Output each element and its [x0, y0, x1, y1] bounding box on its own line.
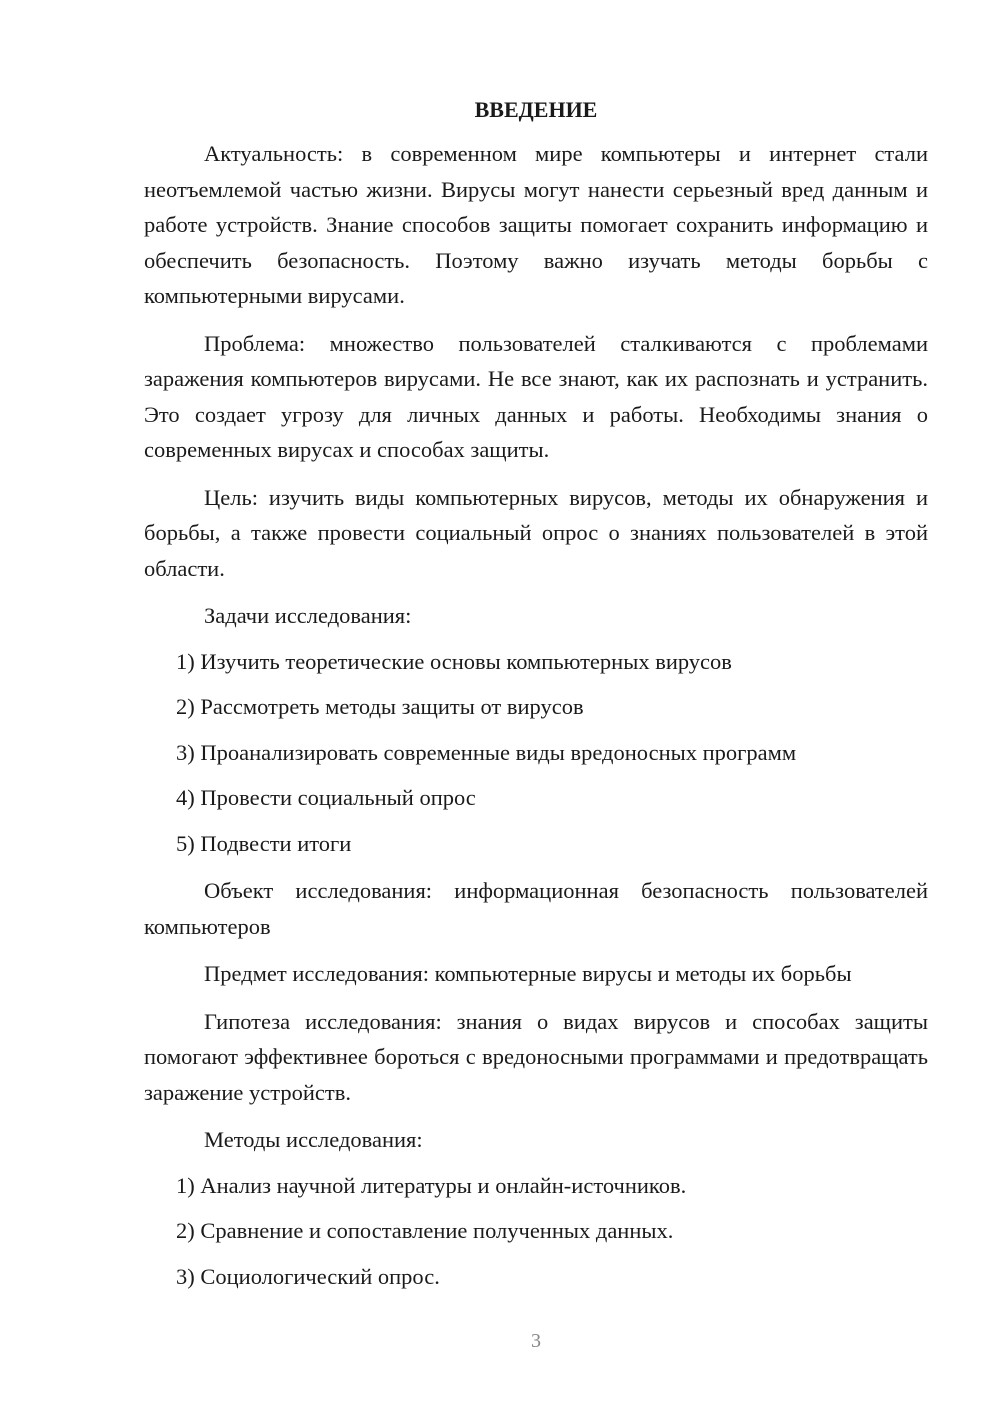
task-item-5: 5) Подвести итоги	[176, 830, 352, 856]
method-item-2: 2) Сравнение и сопоставление полученных данных.	[176, 1218, 674, 1243]
subject-paragraph: Предмет исследования: компьютерные вирусы и методы их борьбы	[204, 961, 852, 986]
section-title: ВВЕДЕНИЕ	[474, 97, 598, 122]
object-paragraph: Объект исследования: информационная безопасность пользователей компьютеров	[144, 878, 928, 939]
method-item-1: 1) Анализ научной литературы и онлайн-источников.	[176, 1172, 687, 1198]
page-number: 3	[531, 1330, 541, 1352]
task-item-1: 1) Изучить теоретические основы компьютерных вирусов	[176, 648, 732, 674]
problem-paragraph: Проблема: множество пользователей сталкиваются с проблемами заражения компьютеров вирусами. Не все знают, как их распознать и устранить. Это создает угрозу для личных данных и работы. Необходимы знания о современных вирусах и способах защиты.	[144, 330, 928, 462]
goal-paragraph: Цель: изучить виды компьютерных вирусов, методы их обнаружения и борьбы, а также провести социальный опрос о знаниях пользователей в этой области.	[144, 484, 928, 581]
task-item-3: 3) Проанализировать современные виды вредоносных программ	[176, 739, 797, 765]
method-item-3: 3) Социологический опрос.	[176, 1263, 440, 1289]
task-item-2: 2) Рассмотреть методы защиты от вирусов	[176, 694, 584, 719]
relevance-paragraph: Актуальность: в современном мире компьютеры и интернет стали неотъемлемой частью жизни. Вирусы могут нанести серьезный вред данным и работе устройств. Знание способов защиты помогает сохранить информацию и обеспечить безопасность. Поэтому важно изучать методы борьбы с компьютерными вирусами.	[144, 141, 928, 308]
hypothesis-paragraph: Гипотеза исследования: знания о видах вирусов и способах защиты помогают эффективнее бороться с вредоносными программами и предотвращать заражение устройств.	[144, 1008, 928, 1105]
tasks-heading: Задачи исследования:	[204, 603, 412, 628]
methods-heading: Методы исследования:	[204, 1127, 423, 1152]
page-content	[144, 92, 928, 1294]
task-item-4: 4) Провести социальный опрос	[176, 785, 476, 810]
